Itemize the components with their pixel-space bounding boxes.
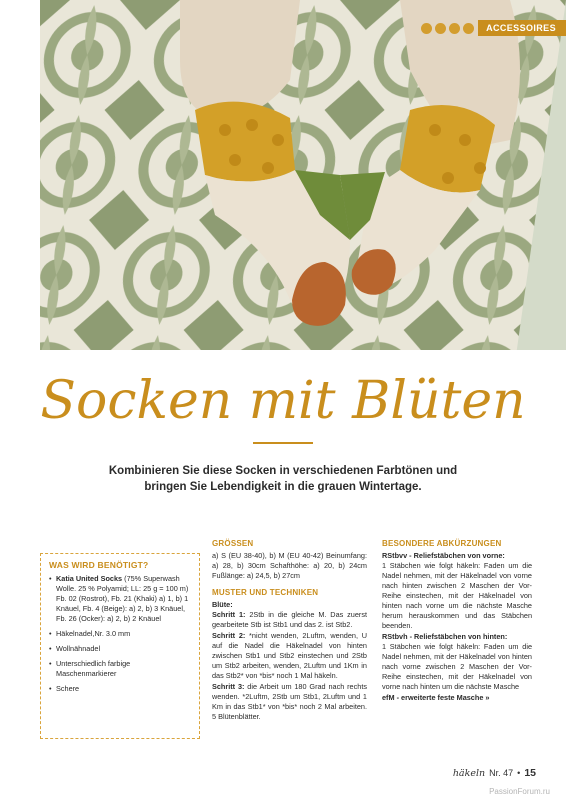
intro-text: Kombinieren Sie diese Socken in verschiedenen Farbtönen und bringen Sie Lebendigkeit in die grauen Wintertage. — [108, 465, 458, 493]
materials-box — [40, 553, 200, 739]
material-detail: Wollnähnadel — [56, 644, 101, 653]
difficulty-dot — [421, 23, 432, 34]
magazine-brand: häkeln — [452, 767, 486, 779]
list-item — [49, 574, 191, 624]
difficulty-dot — [449, 23, 460, 34]
list-item — [49, 684, 191, 694]
section-tag-bar — [421, 20, 566, 36]
page-footer — [453, 767, 536, 779]
step-label: Schritt 2: — [212, 631, 246, 640]
page-number: 15 — [524, 767, 536, 779]
footer-bullet: • — [517, 768, 521, 778]
page-title — [0, 358, 566, 438]
difficulty-dots — [421, 23, 474, 34]
step-label: Schritt 3: — [212, 682, 245, 691]
sizes-heading: GRÖSSEN — [212, 539, 254, 548]
materials-list — [49, 574, 191, 694]
material-name: Katia United Socks — [56, 574, 123, 583]
difficulty-dot — [435, 23, 446, 34]
abbreviation-term: RStbvh - Reliefstäbchen von hinten: — [382, 632, 508, 641]
abbreviation-term: efM - erweiterte feste Masche » — [382, 693, 490, 702]
hero-photo — [40, 0, 566, 350]
abbreviations-heading: BESONDERE ABKÜRZUNGEN — [382, 539, 502, 548]
difficulty-dot — [463, 23, 474, 34]
materials-heading: WAS WIRD BENÖTIGT? — [49, 560, 149, 570]
step-paragraph — [212, 631, 367, 681]
step-text: 2Stb in die gleiche M. Das zuerst gearbeitete Stb ist Stb1 und das 2. ist Stb2. — [212, 610, 368, 629]
title-divider — [253, 442, 313, 444]
issue-number: Nr. 47 — [489, 768, 514, 778]
sizes-text: a) S (EU 38-40), b) M (EU 40-42) Beinumfang: a) 28, b) 30cm Schafthöhe: a) 20, b) 24cm Fußlänge: a) 24,5, b) 27cm — [212, 551, 367, 580]
material-detail: (75% Superwash Wolle. 25 % Polyamid; LL: 25 g = 100 m) Fb. 02 (Rostrot), Fb. 21 (Khaki) a) 1, b) 1 Knäuel, Fb. 4 (Beige): a) 2, b) 3 Knäuel, Fb. 26 (Ocker): a) 2, b) 2 Knäuel — [56, 574, 189, 623]
techniques-subheading: Blüte: — [212, 600, 233, 609]
material-detail: Häkelnadel,Nr. 3.0 mm — [56, 629, 131, 638]
abbreviation-text: 1 Stäbchen wie folgt häkeln: Faden um die Nadel nehmen, mit der Häkelnadel von vorne nach hinten zwischen 2 Maschen der Vor-Reihe einstechen, mit der Häkelnadel von hinten nach vorne um die nächste Masche herum herauskommen und das Stäbchen beenden. — [382, 561, 532, 630]
material-detail: Unterschiedlich farbige Maschenmarkierer — [56, 659, 131, 678]
step-text: *nicht wenden, 2Luftm, wenden, U auf die Nadel die Häkelnadel von hinten zwischen Stb1 und Stb2 einstechen und 2Stb um Stb2 arbeiten, wenden, 2Luftm und 1Km in das Stb2* von *bis* noch 1 Mal häkeln. — [212, 631, 368, 680]
title-script — [0, 358, 566, 438]
socks-photo-illustration — [40, 0, 566, 350]
material-detail: Schere — [56, 684, 80, 693]
step-paragraph — [212, 610, 367, 630]
list-item — [49, 629, 191, 639]
abbreviation-text: 1 Stäbchen wie folgt häkeln: Faden um die Nadel nehmen, mit der Häkelnadel von hinten nach vorne zwischen 2 Maschen der Vor-Reihe einstechen, mit der Häkelnadel von vorne nach hinten um die nächste Masche — [382, 642, 532, 691]
right-column — [382, 539, 532, 703]
step-paragraph — [212, 682, 367, 722]
step-label: Schritt 1: — [212, 610, 246, 619]
list-item — [49, 659, 191, 679]
abbreviation-term: RStbvv - Reliefstäbchen von vorne: — [382, 551, 505, 560]
step-text: die Arbeit um 180 Grad nach rechts wenden. *2Luftm, 2Stb um Stb1, 2Luftm und 1 Km in das Stb1* von *bis* noch 2 Mal arbeiten. 5 Blütenblätter. — [212, 682, 367, 721]
techniques-heading: MUSTER UND TECHNIKEN — [212, 588, 319, 597]
list-item — [49, 644, 191, 654]
title-text: Socken mit Blüten — [40, 371, 526, 431]
middle-column — [212, 539, 367, 723]
watermark: PassionForum.ru — [489, 787, 550, 796]
section-label: ACCESSOIRES — [478, 20, 566, 36]
